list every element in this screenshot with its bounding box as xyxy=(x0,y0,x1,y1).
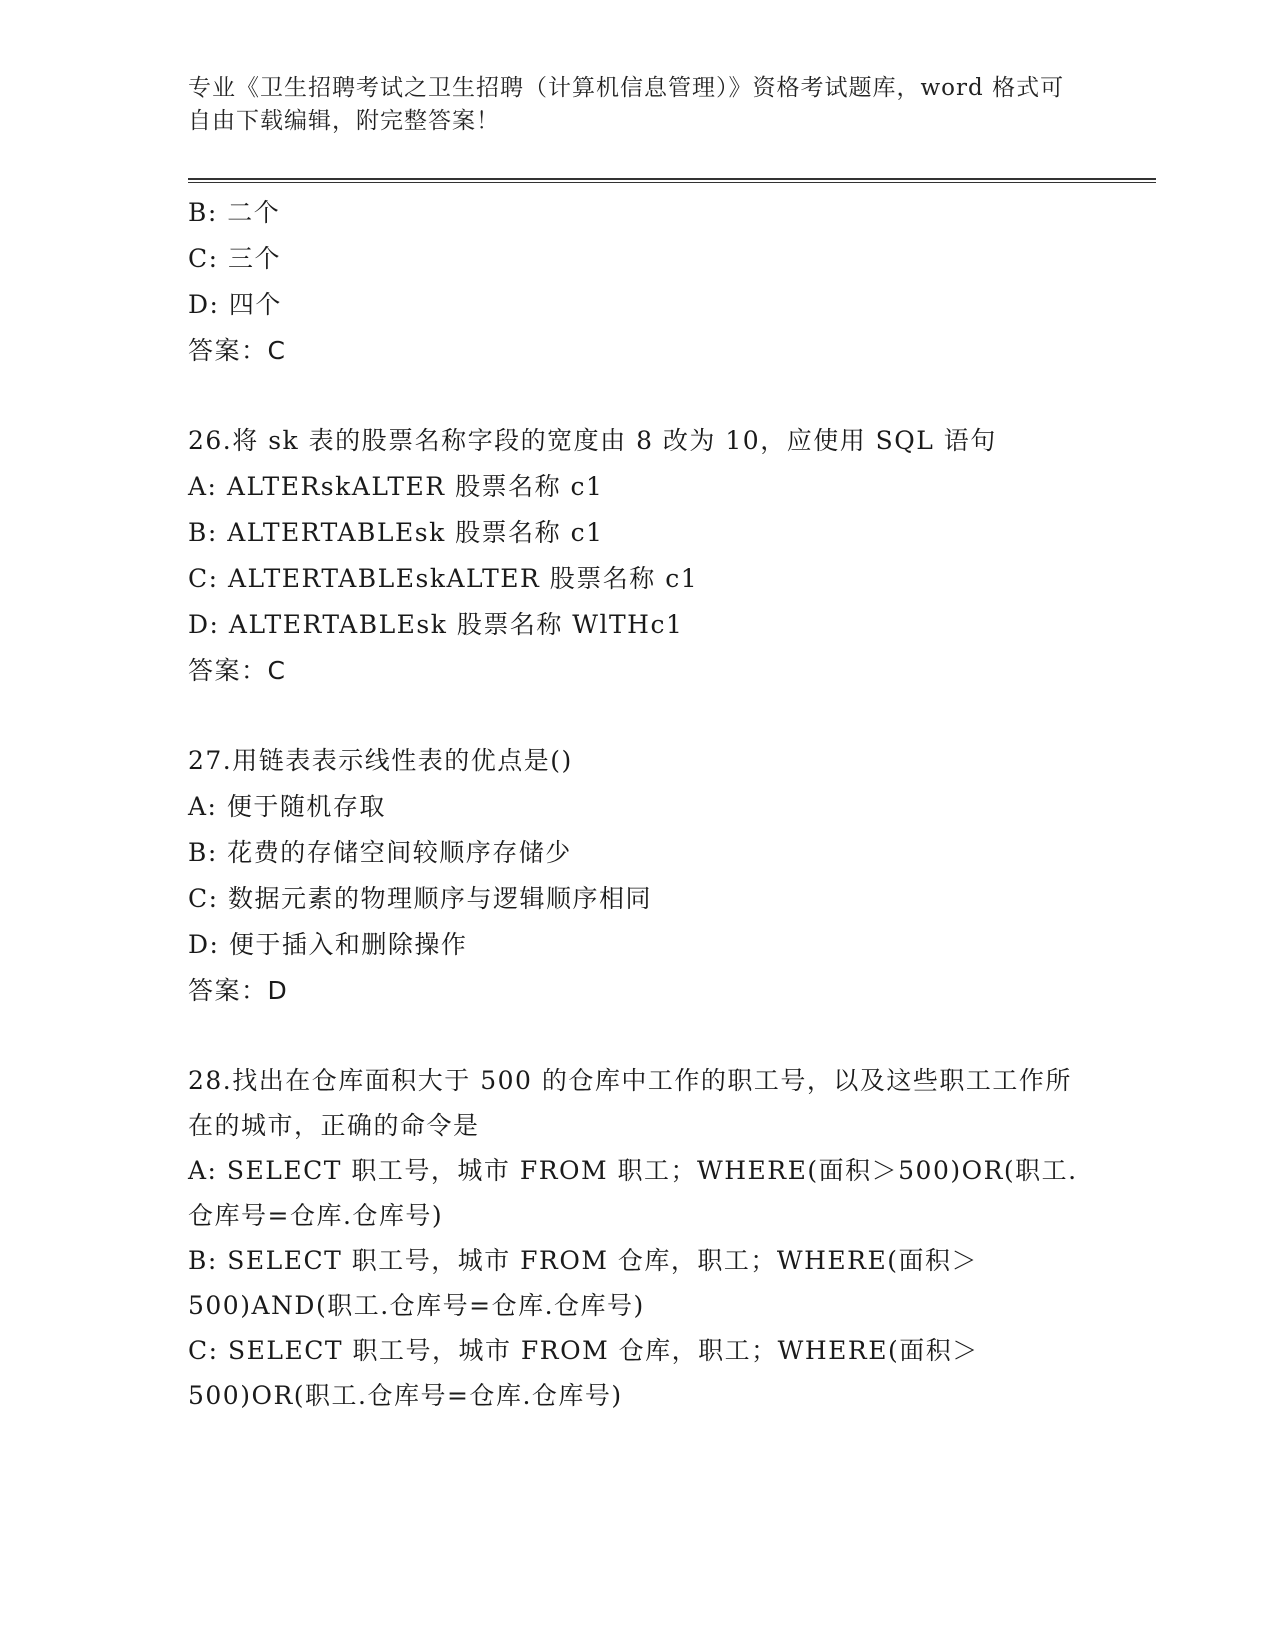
question-stem: 27.用链表表示线性表的优点是() xyxy=(188,746,573,775)
answer: 答案：C xyxy=(188,336,287,365)
option-d: D: 四个 xyxy=(188,290,282,319)
option-a: A: ALTERskALTER 股票名称 c1 xyxy=(188,472,604,501)
option-a: A: 便于随机存取 xyxy=(188,792,386,821)
option-b: B: 花费的存储空间较顺序存储少 xyxy=(188,838,572,867)
option-b: B: SELECT 职工号，城市 FROM 仓库，职工；WHERE(面积＞500)AND(职工.仓库号=仓库.仓库号) xyxy=(188,1246,978,1320)
question-list xyxy=(188,190,1088,1418)
option-b: B: 二个 xyxy=(188,198,281,227)
option-a: A: SELECT 职工号，城市 FROM 职工；WHERE(面积＞500)OR(职工.仓库号=仓库.仓库号) xyxy=(188,1156,1078,1230)
document-header: 专业《卫生招聘考试之卫生招聘（计算机信息管理）》资格考试题库，word 格式可自由下载编辑，附完整答案！ xyxy=(188,75,1065,134)
option-b: B: ALTERTABLEsk 股票名称 c1 xyxy=(188,518,604,547)
option-c: C: ALTERTABLEskALTER 股票名称 c1 xyxy=(188,564,699,593)
option-c: C: 三个 xyxy=(188,244,281,273)
answer: 答案：C xyxy=(188,656,287,685)
answer: 答案：D xyxy=(188,976,289,1005)
option-d: D: ALTERTABLEsk 股票名称 WlTHc1 xyxy=(188,610,684,639)
header-divider xyxy=(188,178,1156,183)
question-stem: 28.找出在仓库面积大于 500 的仓库中工作的职工号，以及这些职工工作所在的城市，正确的命令是 xyxy=(188,1066,1072,1140)
option-d: D: 便于插入和删除操作 xyxy=(188,930,468,959)
option-c: C: 数据元素的物理顺序与逻辑顺序相同 xyxy=(188,884,652,913)
question-stem: 26.将 sk 表的股票名称字段的宽度由 8 改为 10，应使用 SQL 语句 xyxy=(188,426,997,455)
option-c: C: SELECT 职工号，城市 FROM 仓库，职工；WHERE(面积＞500)OR(职工.仓库号=仓库.仓库号) xyxy=(188,1336,979,1410)
